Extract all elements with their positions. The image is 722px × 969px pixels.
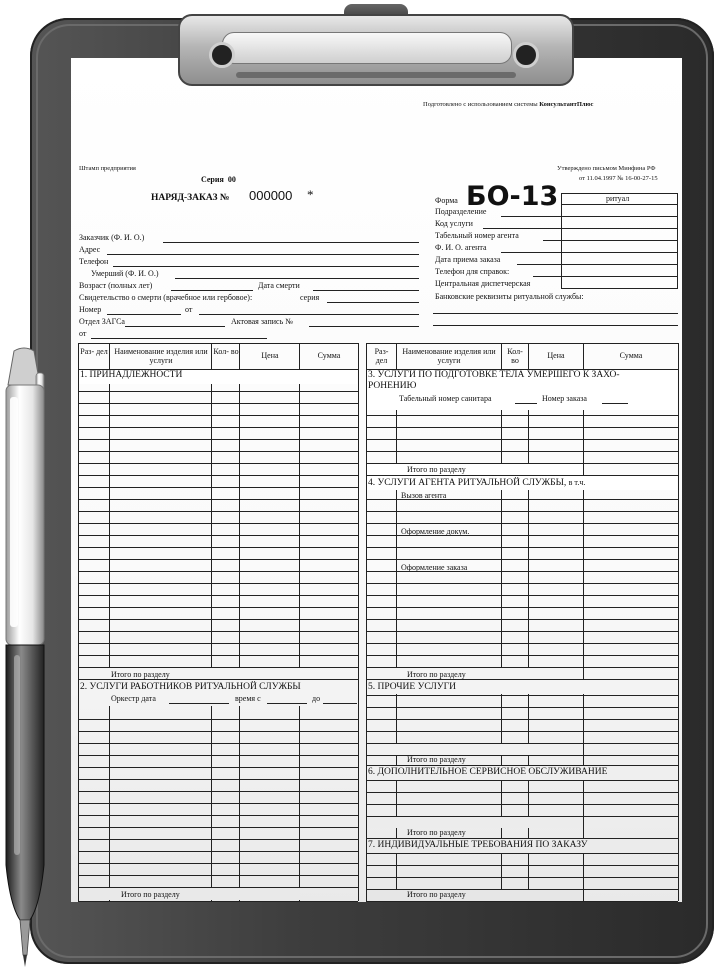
pen-icon [0,345,50,969]
series-label: Серия 00 [201,175,236,184]
col-section: Раз- дел [80,347,108,356]
prepared-note: Подготовлено с использованием системы КонсультантПлюс [423,101,594,108]
col-sum-r: Сумма [619,351,643,360]
approved-line-1: Утверждено письмом Минфина РФ [557,165,656,172]
field-certificate: Свидетельство о смерти (врачебное или гербовое): [79,293,253,302]
section-3-total: Итого по разделу [407,465,466,474]
order-title: НАРЯД-ЗАКАЗ № [151,193,230,203]
clip-hole-left [209,42,235,68]
field-age: Возраст (полных лет) [79,281,153,290]
order-processing: Оформление заказа [401,563,468,572]
approved-line-2: от 11.04.1997 № 16-00-27-15 [579,175,658,182]
docs-processing: Оформление докум. [401,527,470,536]
section-7-total: Итого по разделу [407,890,466,899]
agent-call: Вызов агента [401,491,447,500]
form-code: БО-13 [466,181,559,212]
section-5-title: 5. ПРОЧИЕ УСЛУГИ [368,682,456,692]
stamp-label: Штамп предприятия [79,165,136,172]
field-phone: Телефон [79,257,109,266]
col-qty: Кол- во [213,347,239,356]
series-value: 00 [227,175,236,184]
section-4-suffix: в т.ч. [568,478,586,487]
orchestra-time-from: время с [235,694,261,703]
col-sum: Сумма [317,351,341,360]
form-code-box [561,193,678,289]
field-agent-number: Табельный номер агента [435,231,519,240]
field-dispatch: Центральная диспетчерская [435,279,531,288]
clip-inner [222,32,512,64]
field-from: от [185,305,193,314]
field-service-code: Код услуги [435,219,473,228]
form-box-value: ритуал [606,194,630,203]
col-price-r: Цена [547,351,565,360]
section-1-total: Итого по разделу [111,670,170,679]
section-4-total: Итого по разделу [407,670,466,679]
orderly-number: Табельный номер санитара [399,394,492,403]
section-2-title: 2. УСЛУГИ РАБОТНИКОВ РИТУАЛЬНОЙ СЛУЖБЫ [80,682,301,692]
section-7-title: 7. ИНДИВИДУАЛЬНЫЕ ТРЕБОВАНИЯ ПО ЗАКАЗУ [368,840,588,850]
section-3-title-1: 3. УСЛУГИ ПО ПОДГОТОВКЕ ТЕЛА УМЕРШЕГО К ЗАХО- [368,370,620,380]
section-4-title: 4. УСЛУГИ АГЕНТА РИТУАЛЬНОЙ СЛУЖБЫ, в т.ч. [368,478,586,488]
field-address: Адрес [79,245,101,254]
field-deceased: Умерший (Ф. И. О.) [91,269,159,278]
section-5-total: Итого по разделу [407,755,466,764]
field-info-phone: Телефон для справок: [435,267,510,276]
field-series: серия [300,293,320,302]
orchestra-time-to: до [312,694,321,703]
form-label: Форма [435,196,458,205]
clip-edge [236,72,516,78]
clip-hole-right [513,42,539,68]
field-death-date: Дата смерти [258,281,300,290]
form-paper [71,58,682,902]
field-zags: Отдел ЗАГСа [79,317,125,326]
orchestra-date: Оркестр дата [111,694,156,703]
section-6-total: Итого по разделу [407,828,466,837]
section-2-total: Итого по разделу [121,890,180,899]
col-name-r: Наименование изделия или услуги [402,347,496,365]
field-from-2: от [79,329,87,338]
section-3-title-2: РОНЕНИЮ [368,381,417,391]
field-division: Подразделение [435,207,487,216]
col-price: Цена [261,351,279,360]
col-qty-r: Кол- во [507,347,523,365]
field-customer: Заказчик (Ф. И. О.) [79,233,145,242]
order-number: 000000 [249,188,293,203]
col-section-r: Раз- дел [374,347,389,365]
section-6-title: 6. ДОПОЛНИТЕЛЬНОЕ СЕРВИСНОЕ ОБСЛУЖИВАНИЕ [368,767,608,777]
section-1-title: 1. ПРИНАДЛЕЖНОСТИ [80,370,183,380]
field-act-record: Актовая запись № [231,317,293,326]
order-asterisk: * [307,187,314,202]
field-agent-name: Ф. И. О. агента [435,243,487,252]
field-number: Номер [79,305,102,314]
field-bank-details: Банковские реквизиты ритуальной службы: [435,292,584,301]
consultant-brand: КонсультантПлюс [539,101,594,108]
field-order-date: Дата приема заказа [435,255,501,264]
order-no: Номер заказа [542,394,587,403]
col-name: Наименование изделия или услуги [114,347,208,365]
